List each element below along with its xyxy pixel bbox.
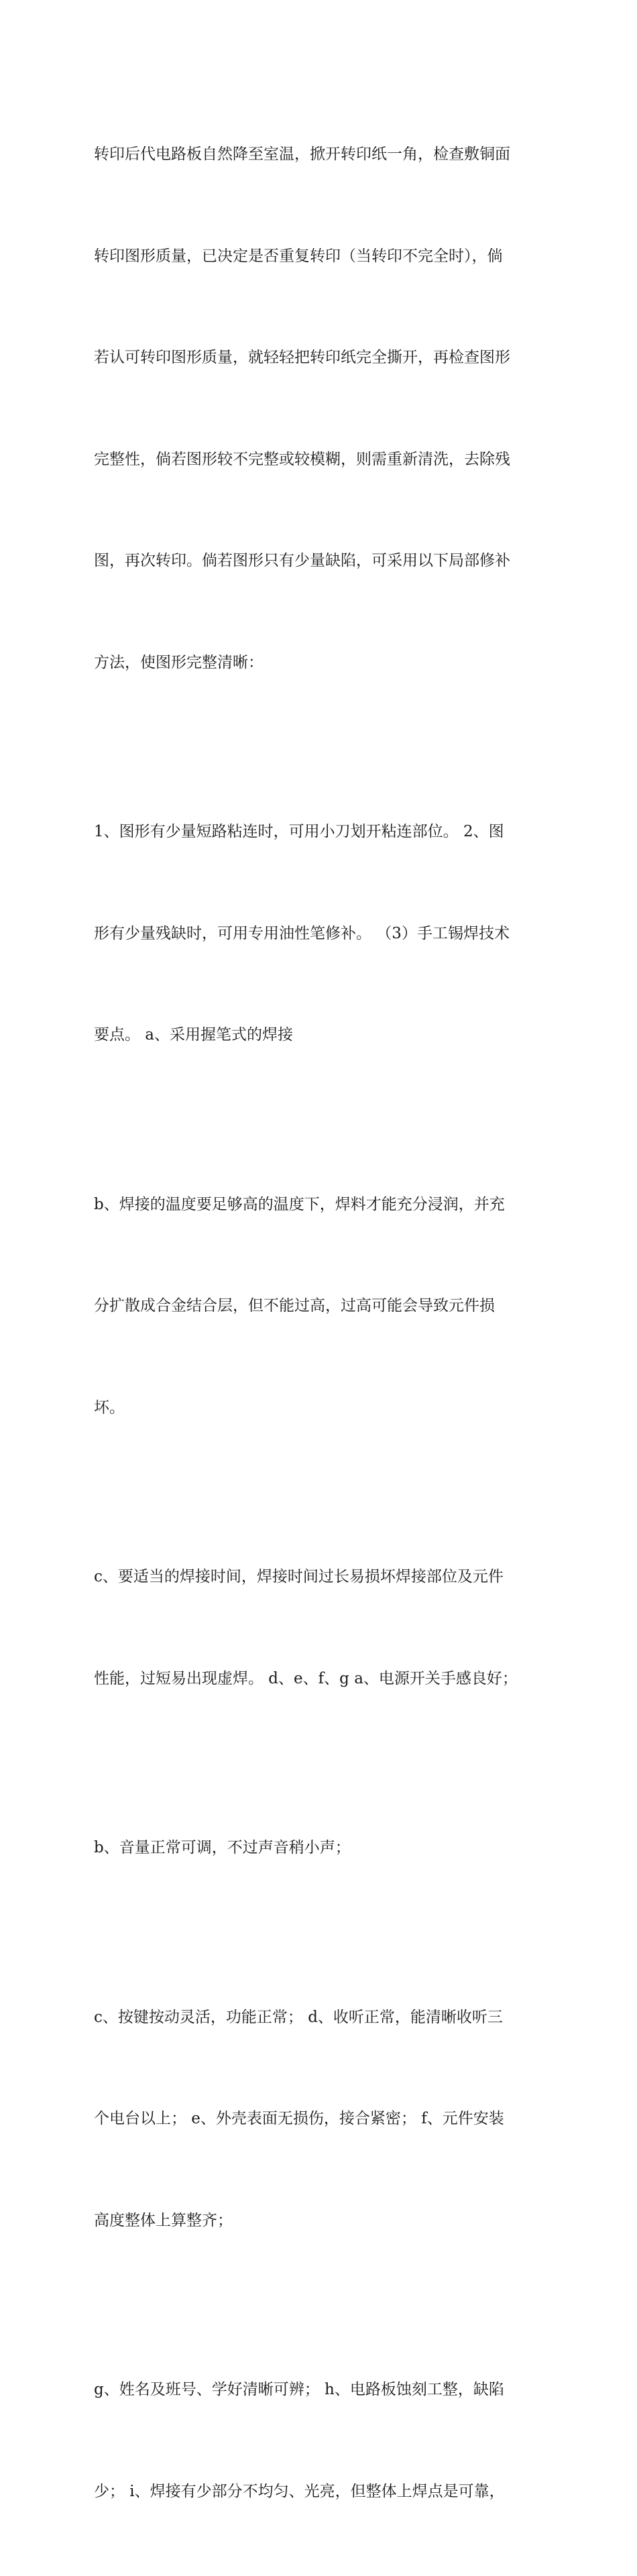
text-line: b、焊接的温度要足够高的温度下，焊料才能充分浸润，并充 bbox=[94, 1195, 505, 1213]
text-line: 转印后代电路板自然降至室温，掀开转印纸一角，检查敷铜面 bbox=[94, 146, 510, 163]
text-line: 高度整体上算整齐； bbox=[94, 2211, 233, 2229]
paragraph-name-check bbox=[94, 2305, 557, 2576]
text-line: 方法，使图形完整清晰： bbox=[94, 653, 264, 671]
paragraph-repair-methods bbox=[94, 747, 557, 1120]
paragraph-welding-time bbox=[94, 1492, 557, 1763]
text-line: 要点。 a、采用握笔式的焊接 bbox=[94, 1026, 294, 1044]
paragraph-volume-check bbox=[94, 1763, 557, 1933]
paragraph-transfer-inspection bbox=[94, 70, 557, 747]
text-line: c、按键按动灵活，功能正常； d、收听正常，能清晰收听三 bbox=[94, 2008, 503, 2026]
text-line: g、姓名及班号、学好清晰可辨； h、电路板蚀刻工整，缺陷 bbox=[94, 2381, 504, 2398]
text-line: 形有少量残缺时，可用专用油性笔修补。 （3）手工锡焊技术 bbox=[94, 924, 510, 942]
paragraph-welding-temperature bbox=[94, 1120, 557, 1493]
text-line: 若认可转印图形质量，就轻轻把转印纸完全撕开，再检查图形 bbox=[94, 349, 510, 366]
text-line: 性能，过短易出现虚焊。 d、e、f、g a、电源开关手感良好； bbox=[94, 1669, 518, 1687]
text-line: 分扩散成合金结合层，但不能过高，过高可能会导致元件损 bbox=[94, 1297, 495, 1314]
text-line: 坏。 bbox=[94, 1398, 125, 1416]
text-line: 图，再次转印。倘若图形只有少量缺陷，可采用以下局部修补 bbox=[94, 552, 510, 569]
text-line: c、要适当的焊接时间，焊接时间过长易损坏焊接部位及元件 bbox=[94, 1568, 504, 1585]
document-body bbox=[94, 70, 557, 2576]
text-line: b、音量正常可调，不过声音稍小声； bbox=[94, 1839, 351, 1856]
paragraph-button-check bbox=[94, 1933, 557, 2306]
text-line: 少； i、焊接有少部分不均匀、光亮，但整体上焊点是可靠， bbox=[94, 2482, 505, 2500]
text-line: 完整性，倘若图形较不完整或较模糊，则需重新清洗，去除残 bbox=[94, 450, 510, 468]
text-line: 1、图形有少量短路粘连时，可用小刀划开粘连部位。 2、图 bbox=[94, 823, 504, 840]
text-line: 转印图形质量，已决定是否重复转印（当转印不完全时），倘 bbox=[94, 247, 503, 265]
text-line: 个电台以上； e、外壳表面无损伤，接合紧密； f、元件安装 bbox=[94, 2110, 504, 2127]
